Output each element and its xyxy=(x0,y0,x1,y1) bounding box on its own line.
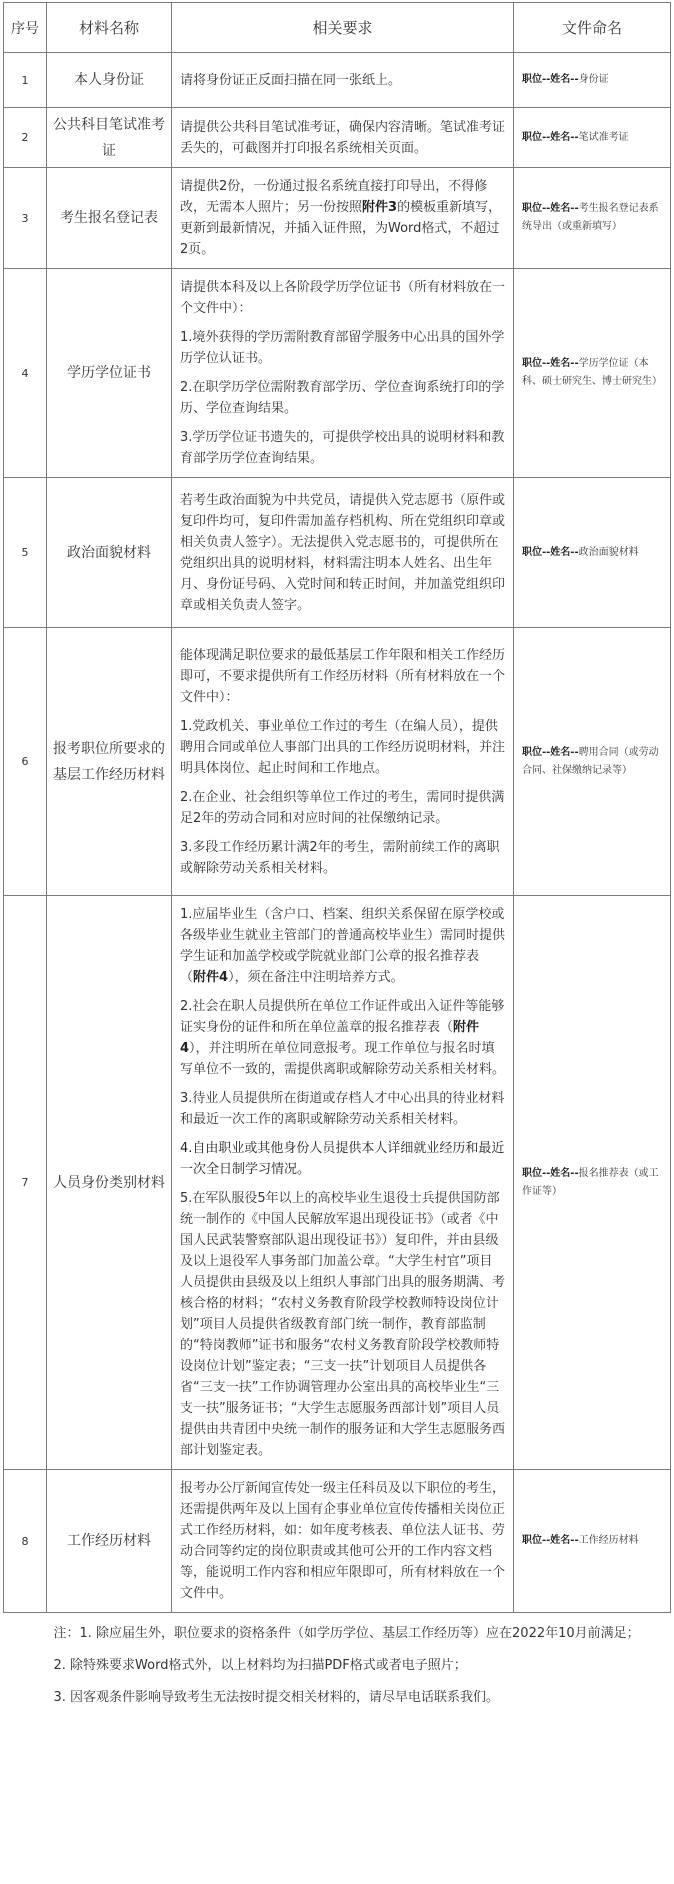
row-file xyxy=(514,628,671,896)
row-no: 2 xyxy=(4,108,47,168)
req-para: 2.在职学历学位需附教育部学历、学位查询系统打印的学历、学位查询结果。 xyxy=(180,380,505,416)
row-name: 公共科目笔试准考证 xyxy=(47,108,172,168)
req-text: ），并注明所在单位同意报考。现工作单位与报名时填写单位不一致的，需提供离职或解除劳动关系相关材料。 xyxy=(180,1041,506,1077)
row-no: 7 xyxy=(4,896,47,1470)
file-suffix: 身份证 xyxy=(578,74,609,85)
req-para: 报考办公厅新闻宣传处一级主任科员及以下职位的考生，还需提供两年及以上国有企事业单位宣传传播相关岗位正式工作经历材料，如：如年度考核表、单位法人证书、劳动合同等约定的岗位职责或其他可公开的工作内容文档等，能说明工作内容和相应年限即可，所有材料放在一个文件中。 xyxy=(180,1481,506,1601)
file-suffix: 报名推荐表（或工作证等） xyxy=(522,1167,659,1197)
header-name: 材料名称 xyxy=(47,3,172,53)
file-prefix: 职位--姓名-- xyxy=(522,74,579,85)
header-file: 文件命名 xyxy=(514,3,671,53)
file-prefix: 职位--姓名-- xyxy=(522,1535,579,1546)
table-row xyxy=(4,108,671,168)
req-para: 若考生政治面貌为中共党员，请提供入党志愿书（原件或复印件均可，复印件需加盖存档机构、所在党组织印章或相关负责人签字）。无法提供入党志愿书的，可提供所在党组织出具的说明材料，材料需注明本人姓名、出生年月、身份证号码、入党时间和转正时间，并加盖党组织印章或相关负责人签字。 xyxy=(180,492,506,613)
req-para: 2.在企业、社会组织等单位工作过的考生，需同时提供满足2年的劳动合同和对应时间的社保缴纳记录。 xyxy=(180,789,505,826)
row-file xyxy=(514,269,671,478)
req-para: 3.多段工作经历累计满2年的考生，需附前续工作的离职或解除劳动关系相关材料。 xyxy=(180,839,500,876)
file-prefix: 职位--姓名-- xyxy=(522,203,579,214)
row-name: 人员身份类别材料 xyxy=(47,896,172,1470)
row-name: 报考职位所要求的基层工作经历材料 xyxy=(47,628,172,896)
note-item: 2. 除特殊要求Word格式外，以上材料均为扫描PDF格式或者电子照片； xyxy=(53,1658,467,1673)
file-prefix: 职位--姓名-- xyxy=(522,1167,579,1179)
row-file xyxy=(514,896,671,1470)
row-no: 1 xyxy=(4,53,47,108)
note-item: 注：1. 除应届生外，职位要求的资格条件（如学历学位、基层工作经历等）应在2022年10月前满足； xyxy=(53,1626,640,1641)
row-no: 5 xyxy=(4,478,47,628)
row-req xyxy=(172,478,514,628)
table-row xyxy=(4,896,671,1470)
row-req xyxy=(172,108,514,168)
req-para: 1.党政机关、事业单位工作过的考生（在编人员），提供聘用合同或单位人事部门出具的工作经历说明材料，并注明具体岗位、起止时间和工作地点。 xyxy=(180,718,506,776)
table-row xyxy=(4,168,671,269)
req-para: 5.在军队服役5年以上的高校毕业生退役士兵提供国防部统一制作的《中国人民解放军退出现役证书》（或者《中国人民武装警察部队退出现役证书》）复印件，并由县级及以上退役军人事务部门加盖公章。“大学生村官”项目人员提供由县级及以上组织人事部门出具的服务期满、考核合格的材料；“农村义务教育阶段学校教师特设岗位计划”项目人员提供省级教育部门统一制作，教育部监制的“特岗教师”证书和服务“农村义务教育阶段学校教师特设岗位计划”鉴定表；“三支一扶”计划项目人员提供各省“三支一扶”工作协调管理办公室出具的高校毕业生“三支一扶”服务证书；“大学生志愿服务西部计划”项目人员提供由共青团中央统一制作的服务证和大学生志愿服务西部计划鉴定表。 xyxy=(180,1191,506,1458)
row-req xyxy=(172,53,514,108)
file-suffix: 考生报名登记表系统导出（或重新填写） xyxy=(522,203,659,232)
table-row xyxy=(4,1470,671,1613)
req-text: ），须在备注中注明培养方式。 xyxy=(228,970,404,985)
file-prefix: 职位--姓名-- xyxy=(522,131,579,143)
row-file xyxy=(514,108,671,168)
row-file xyxy=(514,53,671,108)
row-req xyxy=(172,168,514,269)
materials-table xyxy=(3,2,671,1717)
row-no: 4 xyxy=(4,269,47,478)
attachment-ref: 附件4 xyxy=(193,970,229,985)
header-req: 相关要求 xyxy=(172,3,514,53)
attachment-ref: 附件3 xyxy=(362,200,398,215)
req-text: 的模板重新填写，更新到最新情况，并插入证件照，为Word格式，不超过2页。 xyxy=(180,200,502,257)
row-name: 考生报名登记表 xyxy=(47,168,172,269)
req-para: 3.学历学位证书遗失的，可提供学校出具的说明材料和教育部学历学位查询结果。 xyxy=(180,430,505,466)
req-text: 1.应届毕业生（含户口、档案、组织关系保留在原学校或各级毕业生就业主管部门的普通高校毕业生）需同时提供学生证和加盖学校或学院就业部门公章的报名推荐表（ xyxy=(180,907,506,985)
table-row xyxy=(4,269,671,478)
file-suffix: 聘用合同（或劳动合同、社保缴纳记录等） xyxy=(522,746,659,776)
row-name: 本人身份证 xyxy=(47,53,172,108)
notes-cell xyxy=(4,1613,671,1718)
file-prefix: 职位--姓名-- xyxy=(522,546,579,558)
row-no: 8 xyxy=(4,1470,47,1613)
req-para: 请将身份证正反面扫描在同一张纸上。 xyxy=(180,72,402,88)
req-para: 1.境外获得的学历需附教育部留学服务中心出具的国外学历学位认证书。 xyxy=(180,330,505,366)
row-file xyxy=(514,1470,671,1613)
table-row xyxy=(4,628,671,896)
row-req xyxy=(172,1470,514,1613)
note-item: 3. 因客观条件影响导致考生无法按时提交相关材料的，请尽早电话联系我们。 xyxy=(53,1690,500,1705)
row-no: 3 xyxy=(4,168,47,269)
row-req xyxy=(172,896,514,1470)
notes-row xyxy=(4,1613,671,1718)
req-text: 2.社会在职人员提供所在单位工作证件或出入证件等能够证实身份的证件和所在单位盖章的报名推荐表（ xyxy=(180,999,505,1035)
table-row xyxy=(4,53,671,108)
row-req xyxy=(172,628,514,896)
req-para: 能体现满足职位要求的最低基层工作年限和相关工作经历即可，不要求提供所有工作经历材料（所有材料放在一个文件中）： xyxy=(180,647,506,705)
row-name: 政治面貌材料 xyxy=(47,478,172,628)
req-para: 请提供公共科目笔试准考证，确保内容清晰。笔试准考证丢失的，可截图并打印报名系统相关页面。 xyxy=(180,119,506,156)
req-para xyxy=(180,904,505,988)
row-name: 学历学位证书 xyxy=(47,269,172,478)
header-no: 序号 xyxy=(4,3,47,53)
row-file xyxy=(514,478,671,628)
row-name: 工作经历材料 xyxy=(47,1470,172,1613)
row-req xyxy=(172,269,514,478)
file-suffix: 政治面貌材料 xyxy=(578,546,639,558)
file-prefix: 职位--姓名-- xyxy=(522,358,579,369)
req-para: 请提供本科及以上各阶段学历学位证书（所有材料放在一个文件中）： xyxy=(180,280,506,316)
file-suffix: 笔试准考证 xyxy=(578,131,629,143)
attachment-ref: 附件4 xyxy=(180,1020,480,1056)
file-suffix: 学历学位证（本科、硕士研究生、博士研究生） xyxy=(522,358,662,387)
req-text: 请提供2份，一份通过报名系统直接打印导出，不得修改，无需本人照片；另一份按照 xyxy=(180,179,488,215)
table-header-row xyxy=(4,3,671,53)
req-para: 4.自由职业或其他身份人员提供本人详细就业经历和最近一次全日制学习情况。 xyxy=(180,1141,505,1177)
req-para: 3.待业人员提供所在街道或存档人才中心出具的待业材料和最近一次工作的离职或解除劳动关系相关材料。 xyxy=(180,1091,505,1127)
file-prefix: 职位--姓名-- xyxy=(522,746,579,758)
file-suffix: 工作经历材料 xyxy=(578,1535,639,1546)
row-no: 6 xyxy=(4,628,47,896)
row-file xyxy=(514,168,671,269)
table-row xyxy=(4,478,671,628)
req-para xyxy=(180,176,505,260)
req-para xyxy=(180,996,505,1080)
